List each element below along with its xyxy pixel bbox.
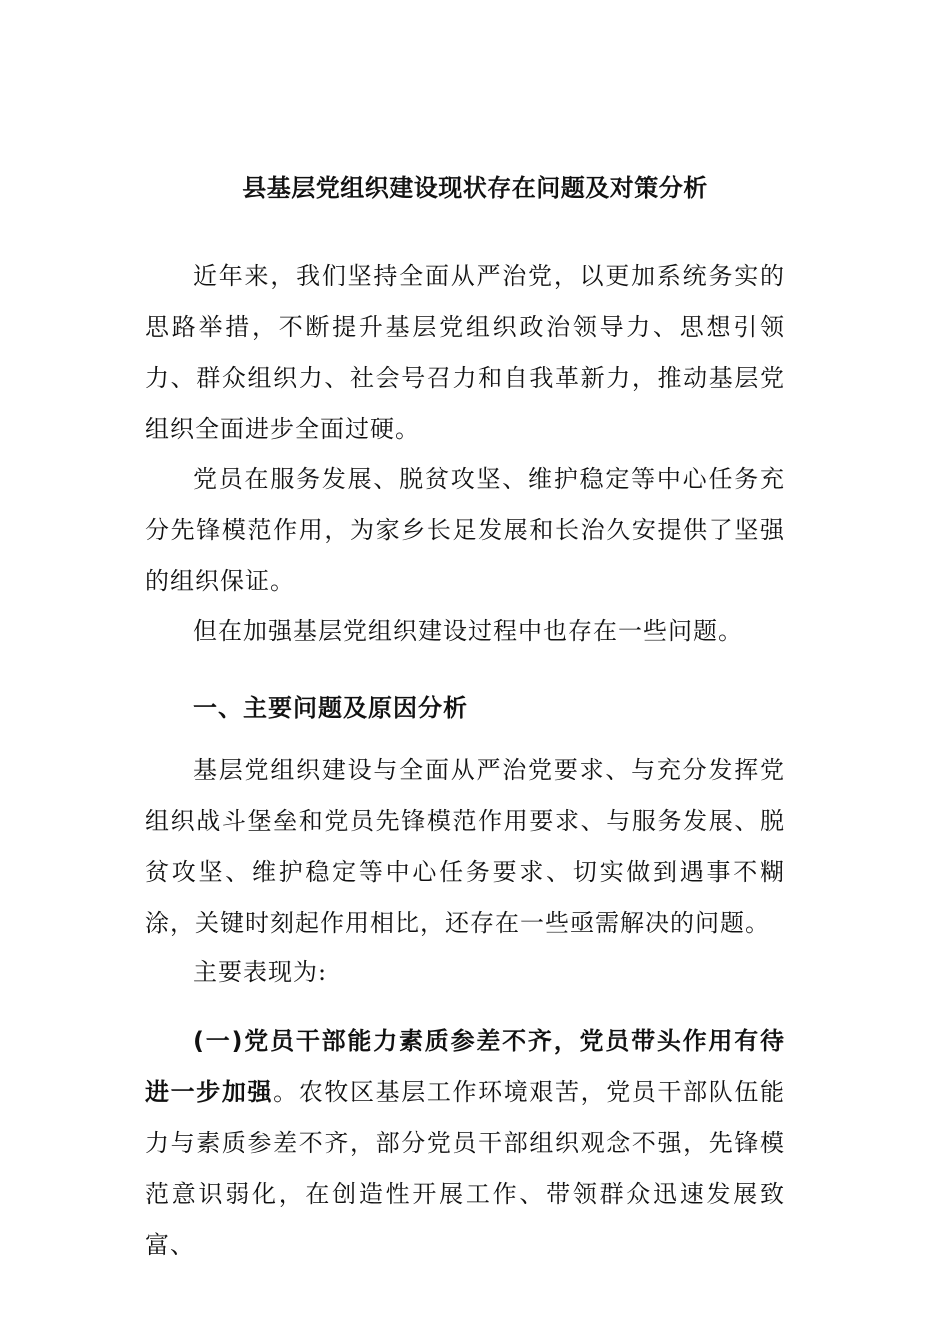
item-1-heading: (一)党员干部能力素质参差不齐，党员带头作用有待进一步加强 <box>145 1027 785 1106</box>
paragraph-item-1 <box>145 1016 785 1271</box>
paragraph-intro: 近年来，我们坚持全面从严治党，以更加系统务实的思路举措，不断提升基层党组织政治领导力、思想引领力、群众组织力、社会号召力和自我革新力，推动基层党组织全面进步全面过硬。 <box>145 262 785 443</box>
paragraph-main-manifestations: 主要表现为: <box>193 958 328 986</box>
item-1-body: 。农牧区基层工作环境艰苦，党员干部队伍能力与素质参差不齐，部分党员干部组织观念不强，先锋模范意识弱化，在创造性开展工作、带领群众迅速发展致富、 <box>145 1078 785 1259</box>
paragraph-party-members: 党员在服务发展、脱贫攻坚、维护稳定等中心任务充分先锋模范作用，为家乡长足发展和长治久安提供了坚强的组织保证。 <box>145 465 785 595</box>
paragraph-problem-overview: 基层党组织建设与全面从严治党要求、与充分发挥党组织战斗堡垒和党员先锋模范作用要求、与服务发展、脱贫攻坚、维护稳定等中心任务要求、切实做到遇事不糊涂，关键时刻起作用相比，还存在一些亟需解决的问题。 <box>145 756 785 937</box>
paragraph-problems-intro: 但在加强基层党组织建设过程中也存在一些问题。 <box>193 617 743 645</box>
section-heading-main-problems: 一、主要问题及原因分析 <box>193 694 468 722</box>
document-title: 县基层党组织建设现状存在问题及对策分析 <box>242 174 708 202</box>
